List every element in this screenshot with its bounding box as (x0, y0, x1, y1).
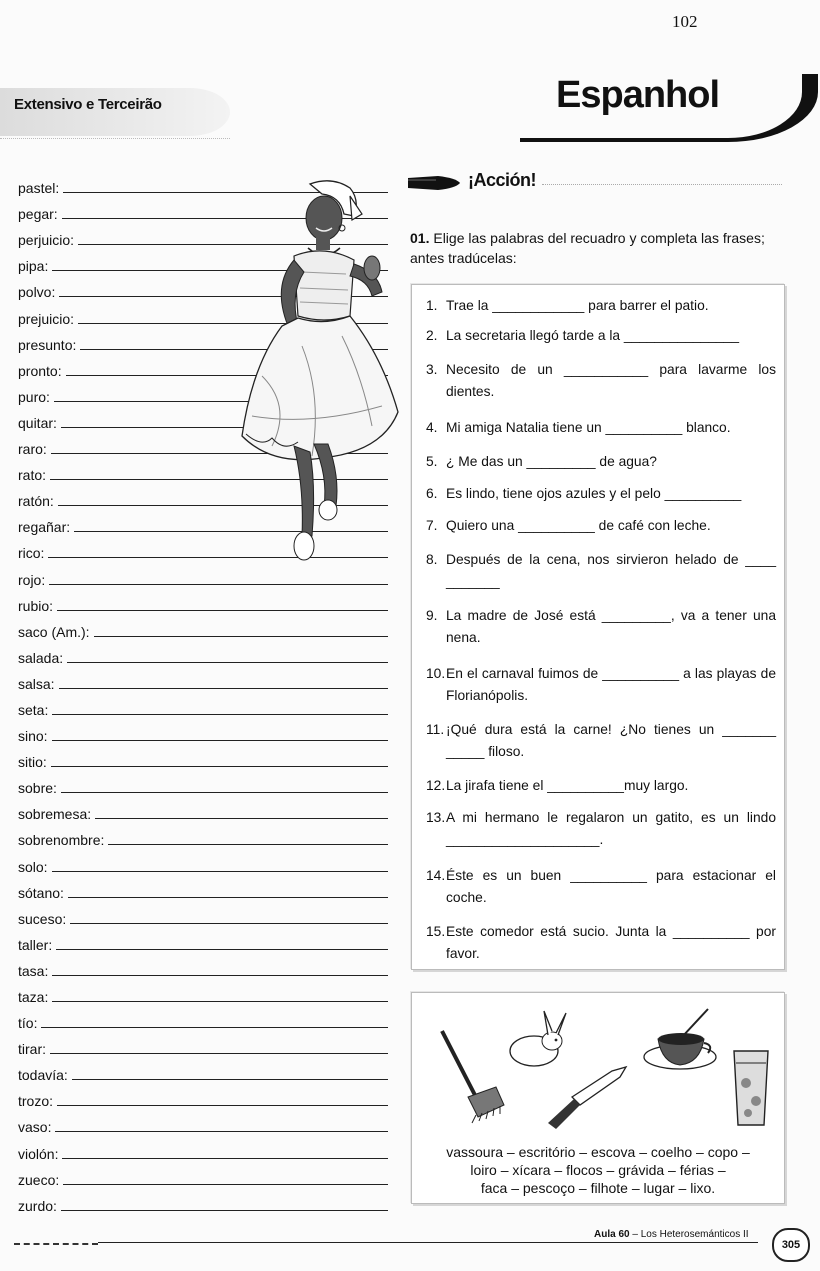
vocab-word: sobre: (18, 780, 57, 797)
course-title: Extensivo e Terceirão (14, 96, 162, 113)
exercise-item-text: ¿ Me das un _________ de agua? (446, 454, 657, 469)
exercise-item (426, 451, 776, 473)
vocab-word: pipa: (18, 258, 49, 275)
exercise-item-text: Quiero una __________ de café con leche. (446, 518, 711, 533)
vocab-word: solo: (18, 858, 48, 875)
exercise-item (426, 719, 776, 763)
vocab-row (18, 770, 388, 796)
exercise-number: 01. (410, 230, 430, 246)
woman-illustration (232, 176, 402, 568)
answer-line (41, 1027, 388, 1028)
answer-line (62, 1158, 388, 1159)
exercise-item-text: Mi amiga Natalia tiene un __________ blanco. (446, 420, 731, 435)
vocab-word: polvo: (18, 284, 56, 301)
exercise-item-text: La jirafa tiene el __________muy largo. (446, 778, 689, 793)
header-divider (0, 138, 230, 139)
answer-line (61, 792, 388, 793)
left-header (0, 86, 240, 146)
vocab-word: presunto: (18, 336, 77, 353)
answer-line (52, 740, 388, 741)
vocab-row (18, 979, 388, 1005)
answer-line (68, 897, 388, 898)
vocab-word: pegar: (18, 206, 58, 223)
answer-line (95, 818, 388, 819)
exercise-item (426, 865, 776, 909)
answer-line (108, 844, 388, 845)
answer-line (72, 1079, 388, 1080)
vocab-row (18, 1057, 388, 1083)
lesson-label: Aula 60 (594, 1229, 630, 1240)
page-number: 102 (672, 12, 698, 31)
vocab-row (18, 666, 388, 692)
vocab-word: quitar: (18, 414, 57, 431)
answer-line (52, 871, 388, 872)
accion-label: ¡Acción! (468, 170, 536, 190)
vocab-word: rato: (18, 467, 47, 484)
vocab-word: sino: (18, 728, 48, 745)
vocab-word: suceso: (18, 910, 67, 927)
broom-icon (442, 1031, 504, 1123)
word-bank-text (412, 1143, 784, 1197)
vocab-row (18, 822, 388, 848)
vocab-row (18, 1188, 388, 1214)
exercise-item (426, 549, 776, 593)
exercise-item-text: A mi hermano le regalaron un gatito, es un lindo ____________________. (446, 810, 776, 847)
word-bank-box (411, 992, 785, 1204)
vocab-word: tío: (18, 1015, 38, 1032)
exercise-item (426, 483, 776, 505)
word-bank-line: faca – pescoço – filhote – lugar – lixo. (480, 1180, 716, 1196)
vocab-word: rojo: (18, 571, 46, 588)
vocab-row (18, 796, 388, 822)
vocab-word: perjuicio: (18, 232, 75, 249)
exercise-item-number: 1. (426, 298, 438, 313)
exercise-item (426, 605, 776, 649)
vocab-row (18, 614, 388, 640)
exercise-item-text: La secretaria llegó tarde a la _______________ (446, 328, 740, 343)
right-header (520, 68, 810, 148)
glass-icon (734, 1051, 768, 1125)
exercise-item-text: Es lindo, tiene ojos azules y el pelo __________ (446, 486, 742, 501)
answer-line (50, 1053, 388, 1054)
exercise-item-number: 5. (426, 454, 438, 469)
vocab-word: seta: (18, 701, 49, 718)
vocab-word: raro: (18, 441, 47, 458)
vocab-word: zueco: (18, 1171, 60, 1188)
exercise-item (426, 295, 776, 317)
vocab-word: sótano: (18, 884, 64, 901)
exercise-instruction (410, 228, 788, 268)
page-badge: 305 (772, 1228, 810, 1262)
woman-figure-icon (232, 176, 402, 568)
vocab-word: pronto: (18, 362, 62, 379)
exercise-item (426, 663, 776, 707)
footer-rule (98, 1242, 758, 1243)
vocab-word: puro: (18, 388, 50, 405)
vocab-row (18, 640, 388, 666)
rabbit-icon (510, 1011, 566, 1066)
vocab-word: sobremesa: (18, 806, 92, 823)
vocab-word: prejuicio: (18, 310, 75, 327)
exercise-item-text: Después de la cena, nos sirvieron helado de ____ _______ (446, 552, 776, 589)
exercise-item-text: ¡Qué dura está la carne! ¿No tienes un _______ _____ filoso. (446, 722, 776, 759)
vocab-word: violón: (18, 1145, 59, 1162)
exercise-item (426, 417, 776, 439)
vocab-row (18, 1005, 388, 1031)
vocab-word: trozo: (18, 1093, 54, 1110)
exercise-item-number: 11. (426, 722, 445, 737)
answer-line (52, 1001, 388, 1002)
answer-line (63, 1184, 388, 1185)
lesson-topic: – Los Heterosemánticos II (629, 1229, 749, 1240)
exercise-box (411, 284, 785, 970)
arrow-pointer-icon (408, 174, 460, 192)
exercise-item (426, 359, 776, 403)
vocab-word: pastel: (18, 180, 60, 197)
vocab-word: vaso: (18, 1119, 52, 1136)
answer-line (49, 584, 388, 585)
knife-icon (548, 1067, 626, 1129)
vocab-word: salada: (18, 649, 64, 666)
vocab-word: rubio: (18, 597, 54, 614)
exercise-item (426, 807, 776, 851)
vocab-row (18, 901, 388, 927)
vocab-word: saco (Am.): (18, 623, 90, 640)
vocab-row (18, 744, 388, 770)
vocab-word: todavía: (18, 1067, 68, 1084)
answer-line (52, 975, 388, 976)
exercise-item-number: 6. (426, 486, 438, 501)
vocab-row (18, 588, 388, 614)
footer-dashes (14, 1243, 98, 1245)
vocab-word: taza: (18, 989, 49, 1005)
exercise-item-text: En el carnaval fuimos de __________ a las playas de Florianópolis. (446, 666, 776, 703)
answer-line (70, 923, 388, 924)
word-bank-illustrations (412, 993, 784, 1143)
answer-line (55, 1131, 388, 1132)
exercise-item-text: Éste es un buen __________ para estacionar el coche. (446, 868, 776, 905)
answer-line (51, 766, 388, 767)
vocab-word: salsa: (18, 675, 55, 692)
exercise-item-text: Trae la ____________ para barrer el patio. (446, 298, 709, 313)
exercise-item-number: 4. (426, 420, 438, 435)
vocab-row (18, 848, 388, 874)
vocab-row (18, 1109, 388, 1135)
exercise-item-number: 12. (426, 778, 446, 793)
exercise-item-number: 8. (426, 552, 438, 567)
vocab-word: sobrenombre: (18, 832, 105, 849)
vocab-word: zurdo: (18, 1197, 57, 1214)
answer-line (57, 1105, 388, 1106)
answer-line (61, 1210, 388, 1211)
vocab-row (18, 1162, 388, 1188)
exercise-item-number: 2. (426, 328, 438, 343)
answer-line (56, 949, 388, 950)
vocab-row (18, 1083, 388, 1109)
exercise-item-text: Necesito de un ___________ para lavarme los dientes. (446, 362, 776, 399)
subject-title: Espanhol (556, 74, 720, 116)
exercise-item (426, 775, 776, 797)
exercise-item (426, 515, 776, 537)
answer-line (67, 662, 388, 663)
vocab-word: tirar: (18, 1041, 46, 1058)
vocab-row (18, 953, 388, 979)
exercise-item-text: La madre de José está _________, va a tener una nena. (446, 608, 776, 645)
exercise-item (426, 921, 776, 965)
footer-caption (594, 1229, 749, 1240)
exercise-item-number: 9. (426, 608, 438, 623)
vocab-word: taller: (18, 936, 53, 953)
exercise-item-number: 3. (426, 362, 438, 377)
answer-line (52, 714, 388, 715)
vocab-row (18, 927, 388, 953)
instruction-text: Elige las palabras del recuadro y completa las frases; antes tradúcelas: (410, 230, 765, 266)
exercise-item-number: 14. (426, 868, 446, 883)
vocab-word: sitio: (18, 754, 47, 771)
exercise-item-text: Este comedor está sucio. Junta la __________ por favor. (446, 924, 776, 961)
accion-divider (542, 184, 782, 185)
answer-line (57, 610, 388, 611)
exercise-item-number: 7. (426, 518, 438, 533)
teacup-icon (644, 1009, 716, 1069)
vocab-word: regañar: (18, 519, 71, 536)
answer-line (59, 688, 388, 689)
vocab-row (18, 692, 388, 718)
exercise-item-number: 10. (426, 666, 446, 681)
vocab-row (18, 1031, 388, 1057)
answer-line (94, 636, 388, 637)
vocab-row (18, 1135, 388, 1161)
vocab-word: tasa: (18, 962, 49, 979)
vocab-word: ratón: (18, 493, 54, 510)
exercise-item (426, 325, 776, 347)
exercise-item-number: 15. (426, 924, 446, 939)
vocab-row (18, 875, 388, 901)
vocab-word: rico: (18, 545, 45, 562)
vocab-row (18, 718, 388, 744)
word-bank-line: vassoura – escritório – escova – coelho – copo – (446, 1144, 750, 1160)
exercise-item-number: 13. (426, 810, 446, 825)
word-bank-line: loiro – xícara – flocos – grávida – férias – (470, 1162, 726, 1178)
